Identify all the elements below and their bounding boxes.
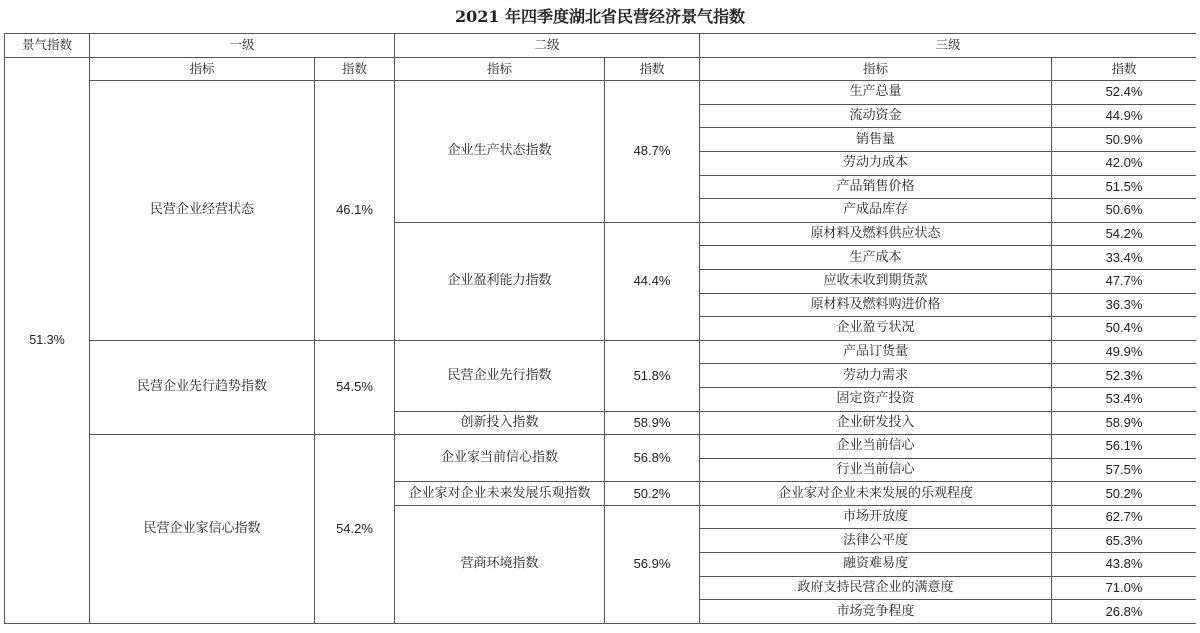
table-row [5,81,1197,105]
level3-name: 劳动力成本 [700,151,1052,175]
header-l3-indicator: 指标 [700,57,1052,81]
header-row-level [5,34,1197,58]
header-overall-index: 景气指数 [5,34,90,58]
level3-name: 产品销售价格 [700,175,1052,199]
level3-value: 36.3% [1052,293,1197,317]
level3-value: 50.6% [1052,199,1197,223]
level2-value: 44.4% [605,222,700,340]
level3-value: 52.3% [1052,364,1197,388]
sheet-edge [1196,0,1200,633]
header-l1-indicator: 指标 [90,57,315,81]
header-l3-value: 指数 [1052,57,1197,81]
level2-value: 58.9% [605,411,700,435]
level3-name: 市场竞争程度 [700,600,1052,624]
level1-value: 54.5% [315,340,395,434]
level3-value: 50.9% [1052,128,1197,152]
level3-value: 49.9% [1052,340,1197,364]
level3-name: 固定资产投资 [700,387,1052,411]
level3-value: 53.4% [1052,387,1197,411]
overall-index-value: 51.3% [5,57,90,623]
level3-name: 法律公平度 [700,529,1052,553]
table-row [5,340,1197,364]
level3-name: 原材料及燃料购进价格 [700,293,1052,317]
level3-name: 流动资金 [700,104,1052,128]
table-title: 2021 年四季度湖北省民营经济景气指数 [454,7,746,26]
header-l2-value: 指数 [605,57,700,81]
level1-name: 民营企业先行趋势指数 [90,340,315,434]
level3-value: 57.5% [1052,458,1197,482]
level3-value: 26.8% [1052,600,1197,624]
header-row-fields [5,57,1197,81]
level3-name: 应收未收到期货款 [700,269,1052,293]
level2-name: 企业生产状态指数 [395,81,605,223]
level2-name: 企业家对企业未来发展乐观指数 [395,482,605,506]
level1-value: 54.2% [315,435,395,624]
level2-value: 50.2% [605,482,700,506]
table-row [5,435,1197,459]
level3-value: 50.4% [1052,317,1197,341]
header-level2: 二级 [395,34,700,58]
level2-name: 民营企业先行指数 [395,340,605,411]
header-l1-value: 指数 [315,57,395,81]
level3-value: 44.9% [1052,104,1197,128]
level3-name: 企业盈亏状况 [700,317,1052,341]
level3-name: 销售量 [700,128,1052,152]
level3-name: 劳动力需求 [700,364,1052,388]
level2-name: 企业盈利能力指数 [395,222,605,340]
level3-name: 原材料及燃料供应状态 [700,222,1052,246]
level3-name: 行业当前信心 [700,458,1052,482]
level3-value: 47.7% [1052,269,1197,293]
level3-name: 企业研发投入 [700,411,1052,435]
level2-value: 48.7% [605,81,700,223]
header-l2-indicator: 指标 [395,57,605,81]
level3-value: 43.8% [1052,553,1197,577]
header-level1: 一级 [90,34,395,58]
level3-value: 52.4% [1052,81,1197,105]
level1-name: 民营企业经营状态 [90,81,315,341]
level3-value: 58.9% [1052,411,1197,435]
level1-name: 民营企业家信心指数 [90,435,315,624]
level2-value: 51.8% [605,340,700,411]
level3-name: 产成品库存 [700,199,1052,223]
level3-name: 企业家对企业未来发展的乐观程度 [700,482,1052,506]
level3-name: 生产总量 [700,81,1052,105]
index-table [4,33,1197,624]
level3-name: 融资难易度 [700,553,1052,577]
level3-value: 42.0% [1052,151,1197,175]
level3-name: 产品订货量 [700,340,1052,364]
level3-value: 54.2% [1052,222,1197,246]
level3-name: 政府支持民营企业的满意度 [700,576,1052,600]
level3-name: 企业当前信心 [700,435,1052,459]
level2-name: 营商环境指数 [395,505,605,623]
level3-value: 62.7% [1052,505,1197,529]
level3-value: 51.5% [1052,175,1197,199]
level3-value: 33.4% [1052,246,1197,270]
level2-value: 56.8% [605,435,700,482]
level3-name: 市场开放度 [700,505,1052,529]
level3-value: 71.0% [1052,576,1197,600]
level2-value: 56.9% [605,505,700,623]
level2-name: 企业家当前信心指数 [395,435,605,482]
level3-value: 65.3% [1052,529,1197,553]
level1-value: 46.1% [315,81,395,341]
level3-name: 生产成本 [700,246,1052,270]
header-level3: 三级 [700,34,1197,58]
level3-value: 56.1% [1052,435,1197,459]
level3-value: 50.2% [1052,482,1197,506]
level2-name: 创新投入指数 [395,411,605,435]
